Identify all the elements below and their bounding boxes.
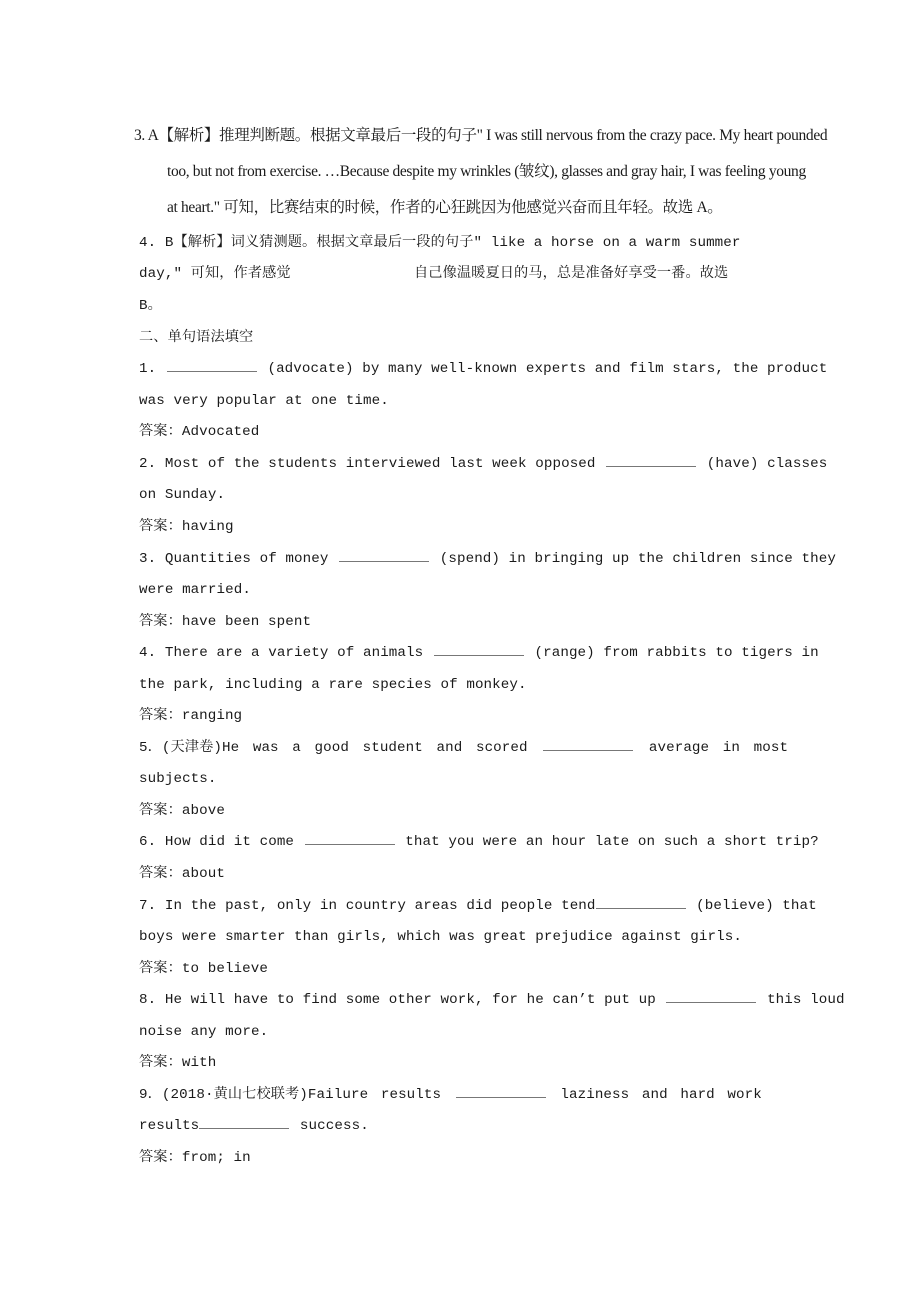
answer-blank[interactable] — [543, 738, 633, 751]
question-text: 2. Most of the students interviewed last week opposed — [139, 456, 605, 472]
answer-6 — [139, 864, 225, 884]
question-text: 6. How did it come — [139, 834, 303, 850]
question-7-line-2: boys were smarter than girls, which was great prejudice against girls. — [139, 929, 742, 945]
analysis-4-line-2b: 自己像温暖夏日的马，总是准备好享受一番。故选 — [414, 266, 729, 282]
analysis-4-line-3: B。 — [139, 298, 162, 314]
answer-value: with — [181, 1055, 217, 1071]
question-9 — [139, 1085, 762, 1105]
question-6 — [139, 832, 819, 852]
question-text: this loud — [758, 992, 845, 1008]
answer-value: Advocated — [181, 424, 260, 440]
answer-5 — [139, 801, 225, 821]
answer-blank[interactable] — [167, 359, 257, 372]
question-2-line-2: on Sunday. — [139, 487, 226, 503]
answer-blank[interactable] — [456, 1085, 546, 1098]
question-5-line-2: subjects. — [139, 771, 217, 787]
question-8 — [139, 990, 845, 1010]
analysis-4-line-1: 4. B【解析】词义猜测题。根据文章最后一段的句子" like a horse on a warm summer — [139, 235, 741, 251]
answer-label: 答案： — [139, 1055, 182, 1071]
question-8-line-2: noise any more. — [139, 1024, 269, 1040]
answer-blank[interactable] — [666, 990, 756, 1003]
question-3 — [139, 549, 836, 569]
answer-4 — [139, 706, 242, 726]
question-text: 7. In the past, only in country areas did people tend — [139, 898, 596, 914]
answer-label: 答案： — [139, 424, 182, 440]
answer-blank[interactable] — [434, 643, 524, 656]
question-text: 5．(天津卷)He was a good student and scored — [139, 740, 542, 756]
answer-2 — [139, 517, 234, 537]
question-text: (have) classes — [698, 456, 828, 472]
answer-value: having — [181, 519, 234, 535]
question-text: that you were an hour late on such a short trip? — [396, 834, 819, 850]
answer-value: ranging — [181, 708, 243, 724]
answer-3 — [139, 612, 311, 632]
answer-label: 答案： — [139, 614, 182, 630]
answer-label: 答案： — [139, 708, 182, 724]
question-text: 1. — [139, 361, 165, 377]
answer-8 — [139, 1053, 216, 1073]
question-text: laziness and hard work — [547, 1087, 762, 1103]
analysis-4-line-2a: day," 可知，作者感觉 — [139, 266, 291, 282]
question-7 — [139, 896, 817, 916]
answer-blank[interactable] — [339, 549, 429, 562]
answer-value: from; in — [181, 1150, 251, 1166]
question-text: (believe) that — [687, 898, 817, 914]
analysis-3-line-2: too, but not from exercise. …Because despite my wrinkles (皱纹), glasses and gray hair, I was feeling young — [167, 163, 806, 180]
question-text: 3. Quantities of money — [139, 551, 338, 567]
answer-value: have been spent — [181, 614, 312, 630]
question-4 — [139, 643, 819, 663]
answer-value: about — [181, 866, 225, 882]
answer-7 — [139, 959, 268, 979]
question-text: (range) from rabbits to tigers in — [525, 645, 819, 661]
answer-blank[interactable] — [305, 832, 395, 845]
analysis-3-line-1: 3. A【解析】推理判断题。根据文章最后一段的句子" I was still nervous from the crazy pace. My heart pounded — [134, 127, 828, 144]
answer-label: 答案： — [139, 803, 182, 819]
question-text: average in most — [635, 740, 789, 756]
answer-9 — [139, 1148, 251, 1168]
question-text: success. — [291, 1118, 369, 1134]
answer-label: 答案： — [139, 1150, 182, 1166]
question-text: (spend) in bringing up the children since they — [431, 551, 836, 567]
question-text: results — [139, 1118, 200, 1134]
answer-1 — [139, 422, 259, 442]
answer-label: 答案： — [139, 519, 182, 535]
question-text: 9．(2018·黄山七校联考)Failure results — [139, 1087, 454, 1103]
question-text: 8. He will have to find some other work, for he can’t put up — [139, 992, 665, 1008]
question-5 — [139, 738, 788, 758]
question-text: 4. There are a variety of animals — [139, 645, 432, 661]
answer-blank[interactable] — [596, 896, 686, 909]
question-1-line-2: was very popular at one time. — [139, 393, 389, 409]
question-9-line-2 — [139, 1116, 369, 1136]
section-title: 二、单句语法填空 — [139, 330, 254, 346]
answer-label: 答案： — [139, 961, 182, 977]
analysis-3-line-3: at heart." 可知，比赛结束的时候，作者的心狂跳因为他感觉兴奋而且年轻。故选 A。 — [167, 199, 723, 216]
answer-blank[interactable] — [199, 1116, 289, 1129]
question-text: (advocate) by many well-known experts and film stars, the product — [258, 361, 828, 377]
answer-value: above — [181, 803, 225, 819]
question-1 — [139, 359, 827, 379]
question-4-line-2: the park, including a rare species of monkey. — [139, 677, 527, 693]
question-3-line-2: were married. — [139, 582, 251, 598]
answer-label: 答案： — [139, 866, 182, 882]
answer-blank[interactable] — [606, 454, 696, 467]
answer-value: to believe — [181, 961, 269, 977]
question-2 — [139, 454, 827, 474]
